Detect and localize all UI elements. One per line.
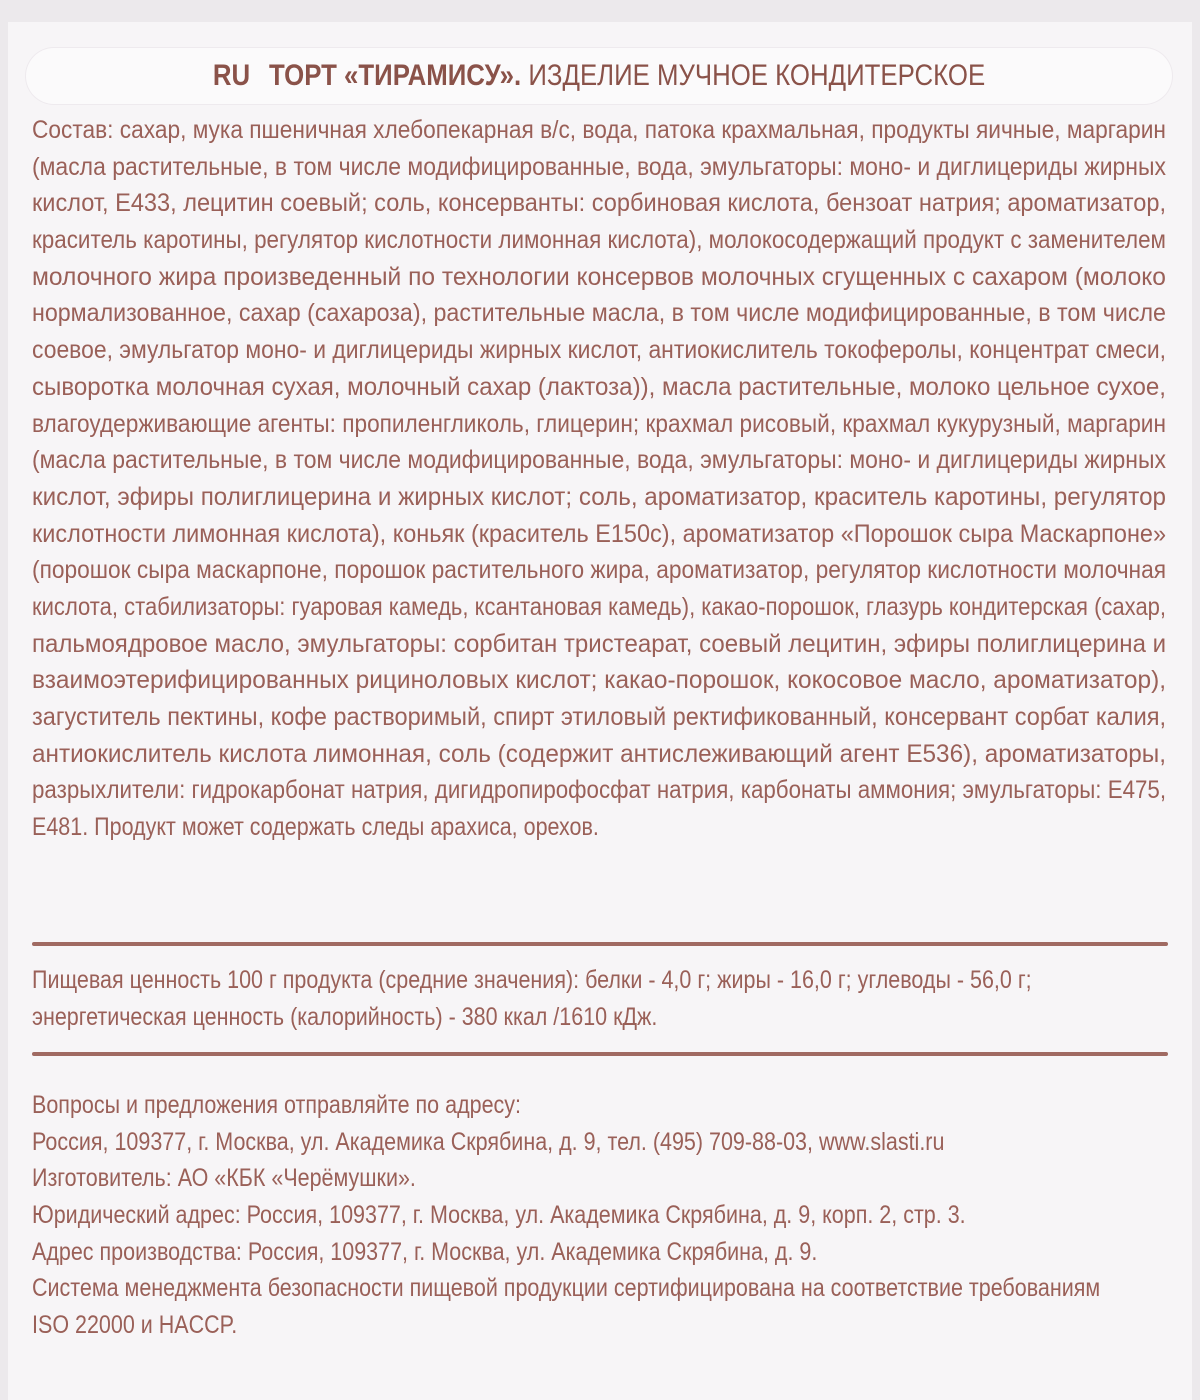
composition-line: соевое, эмульгатор моно- и диглицериды жирных кислот, антиокислитель токоферолы, концентрат смеси, [32, 336, 1166, 365]
manufacturer-line: Изготовитель: АО «КБК «Черёмушки». [32, 1164, 416, 1193]
composition-line: влагоудерживающие агенты: пропиленгликоль, глицерин; крахмал рисовый, крахмал кукурузный, маргарин [32, 409, 1166, 438]
product-name: ТОРТ «ТИРАМИСУ». [269, 59, 522, 92]
composition-line: (порошок сыра маскарпоне, порошок растительного жира, ароматизатор, регулятор кислотности молочная [32, 556, 1167, 585]
certification-line: Система менеджмента безопасности пищевой продукции сертифицирована на соответствие требованиям [32, 1274, 1101, 1303]
nutrition-line: Пищевая ценность 100 г продукта (средние значения): белки - 4,0 г; жиры - 16,0 г; углеводы - 56,0 г; [32, 966, 1032, 994]
composition-line: молочного жира произведенный по технологии консервов молочных сгущенных с сахаром (молоко [32, 262, 1166, 291]
contact-info [32, 1087, 1168, 1344]
composition-line: кислотности лимонная кислота), коньяк (краситель Е150с), ароматизатор «Порошок сыра Маскарпоне» [32, 519, 1167, 548]
legal-address-line: Юридический адрес: Россия, 109377, г. Москва, ул. Академика Скрябина, д. 9, корп. 2, стр. 3. [32, 1201, 966, 1230]
section-divider [32, 942, 1168, 946]
certification-line: ISO 22000 и HACCP. [32, 1311, 238, 1340]
composition-line: взаимоэтерифицированных рицинoловых кислот; какао-порошок, кокосовое масло, ароматизатор), [32, 666, 1167, 695]
nutrition-facts [32, 962, 1168, 1035]
composition-line: (масла растительные, в том числе модифицированные, вода, эмульгаторы: моно- и диглицериды жирных [32, 152, 1166, 181]
composition-line: загуститель пектины, кофе растворимый, спирт этиловый ректификованный, консервант сорбат калия, [32, 703, 1167, 731]
composition-line: кислот, Е433, лецитин соевый; соль, консерванты: сорбиновая кислота, бензоат натрия; ароматизатор, [32, 189, 1167, 218]
language-code: RU [212, 59, 251, 92]
title-banner [26, 48, 1172, 104]
questions-line: Вопросы и предложения отправляйте по адресу: [32, 1091, 522, 1119]
composition-line: нормализованное, сахар (сахароза), растительные масла, в том числе модифицированные, в том числе [32, 299, 1166, 328]
section-divider [32, 1052, 1168, 1056]
product-title [213, 59, 985, 93]
composition-line: пальмоядровое масло, эмульгаторы: сорбитан тристеарат, соевый лецитин, эфиры полиглицерина и [32, 629, 1167, 658]
composition-line: краситель каротины, регулятор кислотности лимонная кислота), молокосодержащий продукт с заменителем [32, 226, 1166, 255]
composition-line: кислота, стабилизаторы: гуаровая камедь, ксантановая камедь), какао-порошок, глазурь кондитерская (сахар, [32, 592, 1167, 621]
composition-line: Состав: сахар, мука пшеничная хлебопекарная в/с, вода, патока крахмальная, продукты яичные, маргарин [32, 116, 1166, 144]
composition-line: (масла растительные, в том числе модифицированные, вода, эмульгаторы: моно- и диглицериды жирных [32, 446, 1166, 475]
composition-line: сыворотка молочная сухая, молочный сахар (лактоза)), масла растительные, молоко цельное сухое, [32, 372, 1167, 401]
energy-line: энергетическая ценность (калорийность) - 380 ккал /1610 кДж. [32, 1002, 658, 1031]
production-address-line: Адрес производства: Россия, 109377, г. Москва, ул. Академика Скрябина, д. 9. [32, 1237, 818, 1266]
composition-line: антиокислитель кислота лимонная, соль (содержит антислеживающий агент Е536), ароматизаторы, [32, 739, 1167, 768]
address-line: Россия, 109377, г. Москва, ул. Академика Скрябина, д. 9, тел. (495) 709-88-03, www.slasti.ru [32, 1127, 945, 1156]
product-type: ИЗДЕЛИЕ МУЧНОЕ КОНДИТЕРСКОЕ [528, 59, 986, 92]
composition-line: Е481. Продукт может содержать следы арахиса, орехов. [32, 813, 599, 842]
composition-line: кислот, эфиры полиглицерина и жирных кислот; соль, ароматизатор, краситель каротины, регулятор [32, 482, 1167, 511]
composition-line: разрыхлители: гидрокарбонат натрия, дигидропирофосфат натрия, карбонаты аммония; эмульгаторы: Е475, [32, 776, 1167, 805]
composition-text [32, 112, 1168, 846]
